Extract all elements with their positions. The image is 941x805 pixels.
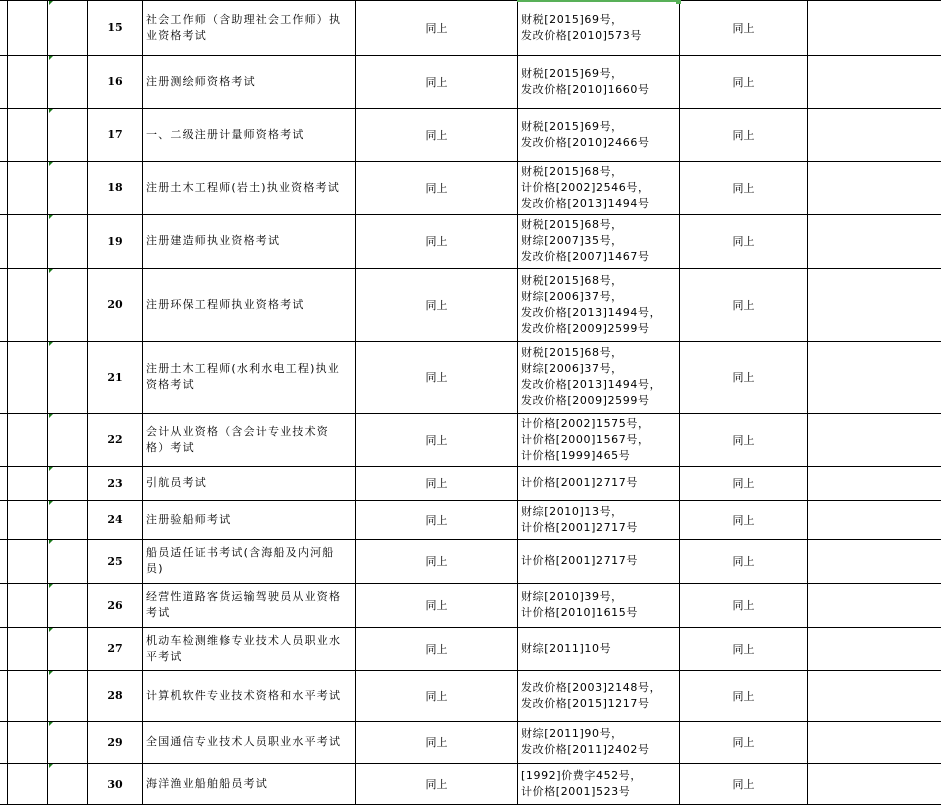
- row-number-cell[interactable]: 21: [87, 341, 142, 413]
- table-row: [0, 214, 941, 268]
- empty-cell[interactable]: [47, 161, 87, 214]
- row-number-cell[interactable]: 18: [87, 161, 142, 214]
- basis-cell[interactable]: 同上: [355, 670, 517, 721]
- document-number-line: 计价格[2001]2717号: [521, 476, 638, 489]
- document-number-line: [1992]价费字452号，: [521, 769, 642, 782]
- basis-cell[interactable]: 同上: [355, 466, 517, 500]
- table-row: [0, 413, 941, 466]
- row-number-cell[interactable]: 30: [87, 763, 142, 805]
- row-gutter-cell: [0, 627, 7, 670]
- cell-error-indicator-icon: [49, 671, 53, 675]
- row-gutter-cell: [0, 341, 7, 413]
- document-number-line: 计价格[2010]1615号: [521, 606, 638, 619]
- remark-cell[interactable]: 同上: [679, 341, 807, 413]
- table-row: [0, 55, 941, 108]
- basis-cell[interactable]: 同上: [355, 583, 517, 627]
- remark-cell[interactable]: 同上: [679, 583, 807, 627]
- remark-cell[interactable]: 同上: [679, 627, 807, 670]
- document-number-line: 发改价格[2011]2402号: [521, 743, 650, 756]
- cell-error-indicator-icon: [49, 722, 53, 726]
- document-number-line: 财税[2015]68号，: [521, 346, 623, 359]
- row-number-cell[interactable]: 20: [87, 268, 142, 341]
- basis-cell[interactable]: 同上: [355, 55, 517, 108]
- cell-error-indicator-icon: [49, 1, 53, 5]
- table-row: [0, 500, 941, 539]
- document-number-line: 发改价格[2010]2466号: [521, 135, 650, 149]
- document-number-line: 财综[2007]35号，: [521, 234, 623, 247]
- row-divider: [0, 161, 941, 162]
- empty-cell[interactable]: [807, 161, 941, 214]
- document-number-line: 计价格[2002]1575号，: [521, 416, 650, 430]
- row-divider: [0, 721, 941, 722]
- empty-cell[interactable]: [7, 55, 47, 108]
- basis-cell[interactable]: 同上: [355, 0, 517, 55]
- row-gutter-cell: [0, 55, 7, 108]
- basis-cell[interactable]: 同上: [355, 341, 517, 413]
- cell-error-indicator-icon: [49, 540, 53, 544]
- empty-cell[interactable]: [7, 721, 47, 763]
- empty-cell[interactable]: [807, 108, 941, 161]
- row-divider: [0, 268, 941, 269]
- empty-cell[interactable]: [7, 413, 47, 466]
- remark-cell[interactable]: 同上: [679, 214, 807, 268]
- row-gutter-cell: [0, 108, 7, 161]
- document-number-line: 财税[2015]68号，: [521, 273, 623, 287]
- empty-cell[interactable]: [7, 0, 47, 55]
- empty-cell[interactable]: [47, 539, 87, 583]
- empty-cell[interactable]: [807, 627, 941, 670]
- remark-cell[interactable]: 同上: [679, 0, 807, 55]
- cell-error-indicator-icon: [49, 342, 53, 346]
- basis-cell[interactable]: 同上: [355, 627, 517, 670]
- basis-cell[interactable]: 同上: [355, 763, 517, 805]
- empty-cell[interactable]: [47, 108, 87, 161]
- empty-cell[interactable]: [47, 583, 87, 627]
- document-number-cell[interactable]: [517, 55, 679, 108]
- row-number-cell[interactable]: 24: [87, 500, 142, 539]
- row-number-cell[interactable]: 26: [87, 583, 142, 627]
- document-number-line: 财综[2011]90号，: [521, 727, 623, 740]
- row-gutter-cell: [0, 0, 7, 55]
- remark-cell[interactable]: 同上: [679, 108, 807, 161]
- empty-cell[interactable]: [807, 539, 941, 583]
- remark-cell[interactable]: 同上: [679, 763, 807, 805]
- exam-name-cell[interactable]: 一、二级注册计量师资格考试: [142, 108, 355, 161]
- row-divider: [0, 763, 941, 764]
- row-number-cell[interactable]: 22: [87, 413, 142, 466]
- empty-cell[interactable]: [807, 721, 941, 763]
- document-number-cell[interactable]: [517, 721, 679, 763]
- row-gutter-cell: [0, 721, 7, 763]
- table-row: [0, 341, 941, 413]
- table-row: [0, 583, 941, 627]
- row-number-cell[interactable]: 27: [87, 627, 142, 670]
- exam-name-cell[interactable]: 计算机软件专业技术资格和水平考试: [142, 670, 355, 721]
- cell-error-indicator-icon: [49, 56, 53, 60]
- exam-name-cell[interactable]: 注册环保工程师执业资格考试: [142, 268, 355, 341]
- cell-error-indicator-icon: [49, 109, 53, 113]
- table-row: [0, 466, 941, 500]
- document-number-line: 财综[2010]13号，: [521, 504, 623, 518]
- empty-cell[interactable]: [7, 268, 47, 341]
- basis-cell[interactable]: 同上: [355, 108, 517, 161]
- document-number-line: 财税[2015]68号，: [521, 164, 623, 178]
- row-divider: [0, 627, 941, 628]
- row-gutter-cell: [0, 670, 7, 721]
- exam-name-cell[interactable]: 注册测绘师资格考试: [142, 55, 355, 108]
- row-divider: [0, 55, 941, 56]
- document-number-line: 财综[2010]39号，: [521, 590, 623, 603]
- cell-error-indicator-icon: [49, 162, 53, 166]
- row-number-cell[interactable]: 15: [87, 0, 142, 55]
- document-number-cell[interactable]: [517, 539, 679, 583]
- empty-cell[interactable]: [807, 0, 941, 55]
- table-row: [0, 721, 941, 763]
- remark-cell[interactable]: 同上: [679, 539, 807, 583]
- document-number-line: 发改价格[2013]1494号，: [521, 305, 662, 319]
- empty-cell[interactable]: [7, 161, 47, 214]
- document-number-line: 发改价格[2013]1494号，: [521, 378, 662, 391]
- row-divider: [0, 341, 941, 342]
- remark-cell[interactable]: 同上: [679, 55, 807, 108]
- table-row: [0, 627, 941, 670]
- document-number-line: 发改价格[2009]2599号: [521, 321, 650, 335]
- exam-name-cell[interactable]: 海洋渔业船舶船员考试: [142, 763, 355, 805]
- table-row: [0, 161, 941, 214]
- document-number-line: 计价格[1999]465号: [521, 448, 631, 462]
- row-gutter-cell: [0, 763, 7, 805]
- empty-cell[interactable]: [7, 627, 47, 670]
- exam-name-cell[interactable]: 注册土木工程师(岩土)执业资格考试: [142, 161, 355, 214]
- cell-error-indicator-icon: [49, 764, 53, 768]
- empty-cell[interactable]: [47, 627, 87, 670]
- basis-cell[interactable]: 同上: [355, 268, 517, 341]
- empty-cell[interactable]: [807, 214, 941, 268]
- row-gutter-cell: [0, 268, 7, 341]
- basis-cell[interactable]: 同上: [355, 413, 517, 466]
- exam-name-cell[interactable]: 经营性道路客货运输驾驶员从业资格考试: [142, 583, 355, 627]
- row-gutter-cell: [0, 539, 7, 583]
- row-number-cell[interactable]: 16: [87, 55, 142, 108]
- empty-cell[interactable]: [47, 721, 87, 763]
- document-number-cell[interactable]: [517, 341, 679, 413]
- row-divider: [0, 500, 941, 501]
- empty-cell[interactable]: [47, 763, 87, 805]
- row-divider: [0, 413, 941, 414]
- cell-error-indicator-icon: [49, 215, 53, 219]
- empty-cell[interactable]: [47, 413, 87, 466]
- empty-cell[interactable]: [807, 55, 941, 108]
- remark-cell[interactable]: 同上: [679, 721, 807, 763]
- empty-cell[interactable]: [47, 341, 87, 413]
- document-number-line: 发改价格[2010]1660号: [521, 82, 650, 96]
- row-divider: [0, 108, 941, 109]
- empty-cell[interactable]: [7, 108, 47, 161]
- document-number-line: 发改价格[2013]1494号: [521, 196, 650, 210]
- empty-cell[interactable]: [7, 539, 47, 583]
- empty-cell[interactable]: [47, 214, 87, 268]
- empty-cell[interactable]: [7, 670, 47, 721]
- table-row: [0, 670, 941, 721]
- document-number-line: 财税[2015]68号，: [521, 218, 623, 231]
- row-number-cell[interactable]: 17: [87, 108, 142, 161]
- document-number-line: 财税[2015]69号，: [521, 66, 623, 80]
- exam-name-cell[interactable]: 全国通信专业技术人员职业水平考试: [142, 721, 355, 763]
- row-number-cell[interactable]: 29: [87, 721, 142, 763]
- remark-cell[interactable]: 同上: [679, 670, 807, 721]
- cell-error-indicator-icon: [49, 467, 53, 471]
- empty-cell[interactable]: [807, 670, 941, 721]
- table-row: [0, 108, 941, 161]
- basis-cell[interactable]: 同上: [355, 214, 517, 268]
- empty-cell[interactable]: [807, 500, 941, 539]
- remark-cell[interactable]: 同上: [679, 268, 807, 341]
- empty-cell[interactable]: [47, 466, 87, 500]
- empty-cell[interactable]: [7, 214, 47, 268]
- cell-error-indicator-icon: [49, 584, 53, 588]
- document-number-line: 财综[2011]10号: [521, 641, 612, 655]
- exam-name-cell[interactable]: 引航员考试: [142, 466, 355, 500]
- document-number-cell[interactable]: [517, 627, 679, 670]
- exam-name-cell[interactable]: 注册验船师考试: [142, 500, 355, 539]
- empty-cell[interactable]: [47, 0, 87, 55]
- exam-name-cell[interactable]: 船员适任证书考试(含海船及内河船员): [142, 539, 355, 583]
- document-number-cell[interactable]: [517, 763, 679, 805]
- document-number-line: 财综[2006]37号，: [521, 362, 623, 375]
- exam-name-cell[interactable]: 注册土木工程师(水利水电工程)执业资格考试: [142, 341, 355, 413]
- empty-cell[interactable]: [47, 268, 87, 341]
- basis-cell[interactable]: 同上: [355, 539, 517, 583]
- row-number-cell[interactable]: 23: [87, 466, 142, 500]
- empty-cell[interactable]: [7, 763, 47, 805]
- empty-cell[interactable]: [807, 466, 941, 500]
- basis-cell[interactable]: 同上: [355, 721, 517, 763]
- document-number-line: 发改价格[2007]1467号: [521, 250, 650, 263]
- cell-error-indicator-icon: [49, 414, 53, 418]
- row-gutter-cell: [0, 161, 7, 214]
- document-number-cell[interactable]: [517, 466, 679, 500]
- exam-name-cell[interactable]: 注册建造师执业资格考试: [142, 214, 355, 268]
- row-divider: [0, 670, 941, 671]
- table-row: [0, 268, 941, 341]
- selected-cell-border: [517, 0, 679, 2]
- remark-cell[interactable]: 同上: [679, 161, 807, 214]
- exam-name-cell[interactable]: 机动车检测维修专业技术人员职业水平考试: [142, 627, 355, 670]
- row-gutter-cell: [0, 500, 7, 539]
- row-divider: [0, 466, 941, 467]
- exam-name-cell[interactable]: 社会工作师（含助理社会工作师）执业资格考试: [142, 0, 355, 55]
- document-number-line: 发改价格[2003]2148号，: [521, 680, 662, 694]
- table-row: [0, 0, 941, 55]
- document-number-line: 发改价格[2009]2599号: [521, 394, 650, 407]
- document-number-cell[interactable]: [517, 413, 679, 466]
- row-number-cell[interactable]: 19: [87, 214, 142, 268]
- empty-cell[interactable]: [47, 55, 87, 108]
- document-number-line: 财税[2015]69号，: [521, 12, 623, 26]
- document-number-cell[interactable]: [517, 161, 679, 214]
- basis-cell[interactable]: 同上: [355, 500, 517, 539]
- document-number-cell[interactable]: [517, 214, 679, 268]
- empty-cell[interactable]: [807, 413, 941, 466]
- remark-cell[interactable]: 同上: [679, 500, 807, 539]
- row-divider: [0, 539, 941, 540]
- row-divider: [0, 214, 941, 215]
- document-number-cell[interactable]: [517, 583, 679, 627]
- basis-cell[interactable]: 同上: [355, 161, 517, 214]
- empty-cell[interactable]: [807, 268, 941, 341]
- document-number-line: 发改价格[2015]1217号: [521, 696, 650, 710]
- document-number-line: 财税[2015]69号，: [521, 119, 623, 133]
- empty-cell[interactable]: [807, 763, 941, 805]
- empty-cell[interactable]: [47, 500, 87, 539]
- row-number-cell[interactable]: 28: [87, 670, 142, 721]
- empty-cell[interactable]: [7, 583, 47, 627]
- remark-cell[interactable]: 同上: [679, 466, 807, 500]
- document-number-cell[interactable]: [517, 670, 679, 721]
- document-number-line: 计价格[2001]2717号: [521, 520, 638, 534]
- empty-cell[interactable]: [7, 500, 47, 539]
- document-number-cell[interactable]: [517, 0, 679, 55]
- row-gutter-cell: [0, 214, 7, 268]
- exam-name-cell[interactable]: 会计从业资格（含会计专业技术资格）考试: [142, 413, 355, 466]
- cell-error-indicator-icon: [49, 501, 53, 505]
- fill-handle[interactable]: [676, 0, 681, 4]
- cell-error-indicator-icon: [49, 269, 53, 273]
- empty-cell[interactable]: [7, 341, 47, 413]
- row-gutter-cell: [0, 466, 7, 500]
- document-number-line: 计价格[2002]2546号，: [521, 180, 650, 194]
- document-number-line: 计价格[2001]523号: [521, 785, 631, 798]
- document-number-cell[interactable]: [517, 108, 679, 161]
- row-number-cell[interactable]: 25: [87, 539, 142, 583]
- document-number-cell[interactable]: [517, 500, 679, 539]
- document-number-line: 发改价格[2010]573号: [521, 28, 642, 42]
- empty-cell[interactable]: [7, 466, 47, 500]
- document-number-line: 财综[2006]37号，: [521, 289, 623, 303]
- remark-cell[interactable]: 同上: [679, 413, 807, 466]
- row-gutter-cell: [0, 413, 7, 466]
- row-divider: [0, 0, 941, 1]
- cell-error-indicator-icon: [49, 628, 53, 632]
- empty-cell[interactable]: [807, 341, 941, 413]
- table-row: [0, 539, 941, 583]
- document-number-line: 计价格[2001]2717号: [521, 554, 638, 567]
- empty-cell[interactable]: [807, 583, 941, 627]
- table-row: [0, 763, 941, 805]
- document-number-line: 计价格[2000]1567号，: [521, 432, 650, 446]
- empty-cell[interactable]: [47, 670, 87, 721]
- document-number-cell[interactable]: [517, 268, 679, 341]
- row-gutter-cell: [0, 583, 7, 627]
- row-divider: [0, 583, 941, 584]
